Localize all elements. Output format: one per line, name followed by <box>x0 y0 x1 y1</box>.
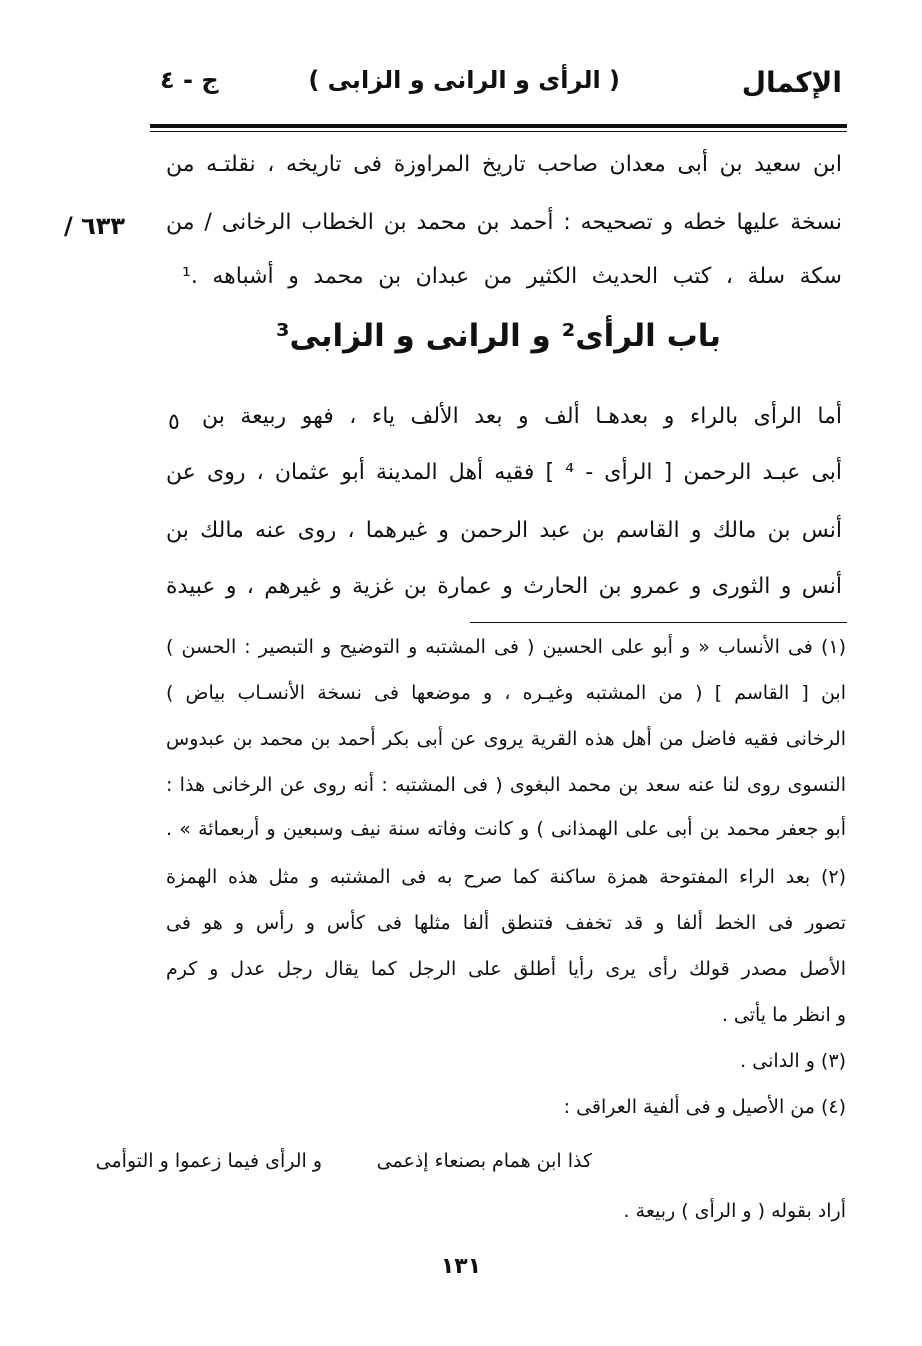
paragraph-number: ٥ <box>168 410 180 435</box>
section-title: ( الرأى و الرانى و الزابى ) <box>308 66 620 94</box>
page-number: ١٣١ <box>440 1254 482 1279</box>
book-title: الإكمال <box>741 66 842 99</box>
footnote-line: (١) فى الأنساب « و أبو على الحسين ( فى المشتبه و التوضيح و التبصير : الحسن ) <box>166 636 846 658</box>
body-line: أنس بن مالك و القاسم بن عبد الرحمن و غيرهما ، روى عنه مالك بن <box>166 518 842 543</box>
footnote-line: أبو جعفر محمد بن أبى على الهمذانى ) و كانت وفاته سنة نيف وسبعين و أربعمائة » . <box>166 818 846 840</box>
body-line: نسخة عليها خطه و تصحيحه : أحمد بن محمد بن الخطاب الرخانى / من <box>166 210 842 235</box>
footnote-line: و انظر ما يأتى . <box>721 1004 846 1026</box>
body-line: أنس و الثورى و عمرو بن الحارث و عمارة بن غزية و غيرهم ، و عبيدة <box>166 574 842 599</box>
footnote-line: ابن [ القاسم ] ( من المشتبه وغيـره ، و موضعها فى نسخة الأنسـاب بياض ) <box>166 682 846 704</box>
footnote-line: الأصل مصدر قولك رأى يرى رأيا أطلق على الرجل كما يقال رجل عدل و كرم <box>166 958 846 980</box>
body-line: سكة سلة ، كتب الحديث الكثير من عبدان بن محمد و أشباهه .¹ <box>182 264 842 289</box>
margin-page-reference: / ٦٣٣ <box>64 212 126 240</box>
header-rule-thin <box>150 131 847 132</box>
chapter-heading: باب الرأى² و الرانى و الزابى³ <box>275 318 722 354</box>
footnote-3: (٣) و الدانى . <box>740 1050 846 1072</box>
footnote-line: تصور فى الخط ألفا و قد تخفف فتنطق ألفا مثلها فى كأس و رأس و هو فى <box>166 912 846 934</box>
volume-number: ج - ٤ <box>160 66 219 94</box>
header-rule <box>150 124 847 128</box>
footnote-line: الرخانى فقيه فاضل من أهل هذه القرية يروى عن أبى بكر أحمد بن محمد بن عبدوس <box>166 728 846 750</box>
body-line: أبى عبـد الرحمن [ الرأى - ⁴ ] فقيه أهل المدينة أبو عثمان ، روى عن <box>166 460 842 485</box>
verse-first-hemistich: كذا ابن همام بصنعاء إذعمى <box>376 1150 592 1172</box>
body-line: أما الرأى بالراء و بعدهـا ألف و بعد الألف ياء ، فهو ربيعة بن <box>202 404 842 429</box>
footnote-closing: أراد بقوله ( و الرأى ) ربيعة . <box>623 1200 846 1222</box>
footnote-line: النسوى روى لنا عنه سعد بن محمد البغوى ( فى المشتبه : أنه روى عن الرخانى هذا : <box>166 774 846 796</box>
footnote-rule <box>470 622 847 623</box>
footnote-4: (٤) من الأصيل و فى ألفية العراقى : <box>563 1096 846 1118</box>
body-line: ابن سعيد بن أبى معدان صاحب تاريخ المراوزة فى تاريخه ، نقلتـه من <box>166 152 842 177</box>
verse-second-hemistich: و الرأى فيما زعموا و التوأمى <box>95 1150 322 1172</box>
footnote-line: (٢) بعد الراء المفتوحة همزة ساكنة كما صرح به فى المشتبه و مثل هذه الهمزة <box>166 866 846 888</box>
